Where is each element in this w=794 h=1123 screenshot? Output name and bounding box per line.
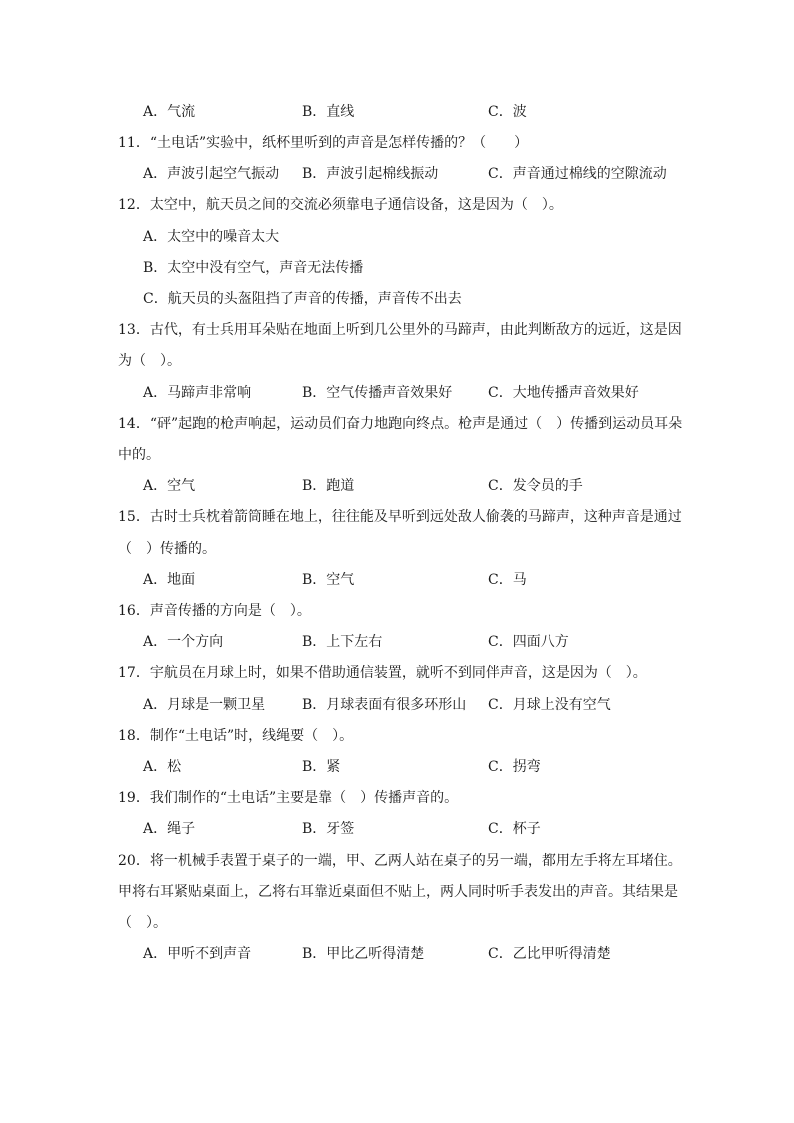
q11-stem: 11．“土电话”实验中，纸杯里听到的声音是怎样传播的？（ ） — [118, 135, 529, 151]
q14-option-c[interactable]: C．发令员的手 — [488, 478, 583, 494]
q18-option-a[interactable]: A．松 — [143, 759, 182, 775]
q15-option-b[interactable]: B．空气 — [302, 572, 355, 588]
q18-option-b[interactable]: B．紧 — [302, 759, 341, 775]
q16-option-b[interactable]: B．上下左右 — [302, 634, 383, 650]
q12-option-b-label: B．太空中没有空气，声音无法传播 — [143, 260, 364, 276]
q12-option-a[interactable] — [143, 228, 743, 246]
q20-stem-line1: 20．将一机械手表置于桌子的一端，甲、乙两人站在桌子的另一端，都用左手将左耳堵住。 — [118, 853, 682, 869]
q13-stem-line1: 13．古代，有士兵用耳朵贴在地面上听到几公里外的马蹄声，由此判断敌方的远近，这是因 — [118, 322, 682, 338]
q20-options — [143, 945, 743, 963]
q14-option-a[interactable]: A．空气 — [143, 478, 196, 494]
q18-options — [143, 758, 743, 776]
q18-stem: 18．制作“土电话”时，线绳要（ ）。 — [118, 728, 354, 744]
q12-option-b[interactable] — [143, 259, 743, 277]
q13-option-c[interactable]: C．大地传播声音效果好 — [488, 385, 639, 401]
q19-option-c[interactable]: C．杯子 — [488, 821, 541, 837]
q14-options — [143, 477, 743, 495]
q13-option-b[interactable]: B．空气传播声音效果好 — [302, 385, 453, 401]
q13-stem-line2: 为（ ）。 — [118, 353, 181, 369]
q12-stem: 12．太空中，航天员之间的交流必须靠电子通信设备，这是因为（ ）。 — [118, 197, 563, 213]
q15-stem-line2: （ ）传播的。 — [118, 541, 216, 557]
q19-option-a[interactable]: A．绳子 — [143, 821, 196, 837]
q12-option-c-label: C．航天员的头盔阻挡了声音的传播，声音传不出去 — [143, 291, 462, 307]
q20-stem-line3: （ ）。 — [118, 915, 167, 931]
q10-option-c[interactable]: C．波 — [488, 104, 527, 120]
q13-options — [143, 384, 743, 402]
q15-option-c[interactable]: C．马 — [488, 572, 527, 588]
q11-option-c[interactable]: C．声音通过棉线的空隙流动 — [488, 166, 667, 182]
q11-option-a[interactable]: A．声波引起空气振动 — [143, 166, 280, 182]
q20-option-b[interactable]: B．甲比乙听得清楚 — [302, 946, 425, 962]
q16-option-a[interactable]: A．一个方向 — [143, 634, 224, 650]
q12-option-a-label: A．太空中的噪音太大 — [143, 229, 280, 245]
q17-options — [143, 696, 743, 714]
q18-option-c[interactable]: C．拐弯 — [488, 759, 541, 775]
q13-option-a[interactable]: A．马蹄声非常响 — [143, 385, 252, 401]
q20-option-c[interactable]: C．乙比甲听得清楚 — [488, 946, 611, 962]
q15-options — [143, 571, 743, 589]
q16-option-c[interactable]: C．四面八方 — [488, 634, 569, 650]
q19-option-b[interactable]: B．牙签 — [302, 821, 355, 837]
q10-options — [143, 103, 743, 121]
q10-option-b[interactable]: B．直线 — [302, 104, 355, 120]
q11-options — [143, 165, 743, 183]
q10-option-a[interactable]: A．气流 — [143, 104, 196, 120]
q19-options — [143, 820, 743, 838]
q14-stem-line1: 14．“砰”起跑的枪声响起，运动员们奋力地跑向终点。枪声是通过（ ）传播到运动员耳朵 — [118, 416, 683, 432]
q17-option-a[interactable]: A．月球是一颗卫星 — [143, 697, 266, 713]
q17-option-b[interactable]: B．月球表面有很多环形山 — [302, 697, 467, 713]
q14-stem-line2: 中的。 — [118, 447, 160, 463]
q12-option-c[interactable] — [143, 290, 743, 308]
q11-option-b[interactable]: B．声波引起棉线振动 — [302, 166, 439, 182]
q16-stem: 16．声音传播的方向是（ ）。 — [118, 603, 311, 619]
q16-options — [143, 633, 743, 651]
q19-stem: 19．我们制作的“土电话”主要是靠（ ）传播声音的。 — [118, 790, 459, 806]
q20-option-a[interactable]: A．甲听不到声音 — [143, 946, 252, 962]
q15-option-a[interactable]: A．地面 — [143, 572, 196, 588]
q15-stem-line1: 15．古时士兵枕着箭筒睡在地上，往往能及早听到远处敌人偷袭的马蹄声，这种声音是通过 — [118, 509, 682, 525]
q20-stem-line2: 甲将右耳紧贴桌面上，乙将右耳靠近桌面但不贴上，两人同时听手表发出的声音。其结果是 — [118, 884, 678, 900]
q17-stem: 17．宇航员在月球上时，如果不借助通信装置，就听不到同伴声音，这是因为（ ）。 — [118, 665, 647, 681]
q17-option-c[interactable]: C．月球上没有空气 — [488, 697, 611, 713]
q14-option-b[interactable]: B．跑道 — [302, 478, 355, 494]
